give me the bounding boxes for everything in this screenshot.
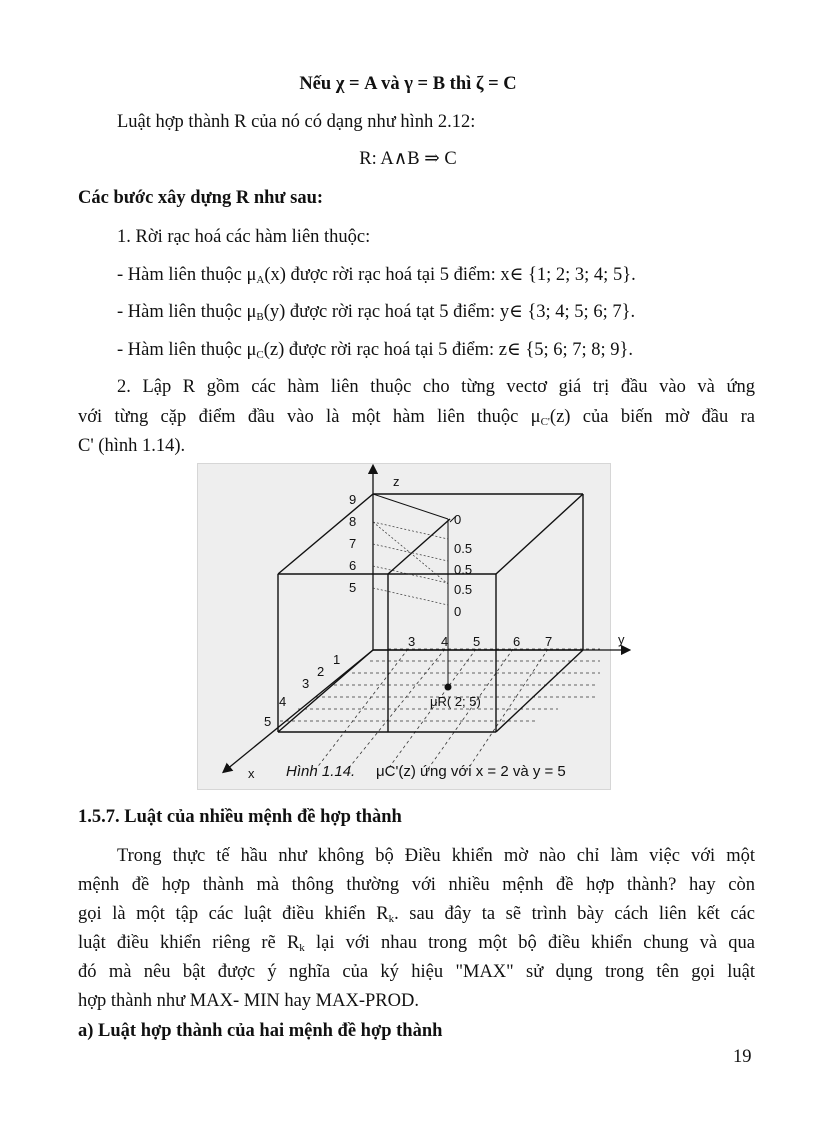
point-muR bbox=[445, 684, 452, 691]
discretize-item-c: - Hàm liên thuộc $\mu_C(z)$ được rời rạc hoá tại 5 điểm: z∈ {5; 6; 7; 8; 9}. bbox=[117, 340, 634, 361]
x-tick: 4 bbox=[279, 694, 287, 709]
floor-grid bbox=[280, 649, 600, 769]
paragraph-line-4: luật điều khiển riêng rẽ $R_k$ lại với nhau trong một bộ điều khiển chung và qua bbox=[78, 933, 755, 954]
paragraph-line-6: hợp thành như MAX- MIN hay MAX-PROD. bbox=[78, 991, 419, 1011]
z-tick: 7 bbox=[349, 536, 357, 551]
step-2-line-2: với từng cặp điểm đầu vào là một hàm liên thuộc $\mu_{C'}(z)$ của biến mờ đầu ra bbox=[78, 407, 755, 428]
rule-statement bbox=[0, 72, 816, 96]
point-label: μR( 2; 5) bbox=[430, 694, 481, 709]
mu-value: 0 bbox=[454, 604, 462, 619]
y-tick: 5 bbox=[473, 634, 481, 649]
axis-y-label: y bbox=[618, 632, 625, 647]
figure-1-14 bbox=[197, 463, 625, 790]
membership-projections bbox=[373, 522, 448, 605]
z-tick: 5 bbox=[349, 580, 357, 595]
mu-value: 0.5 bbox=[454, 562, 473, 577]
y-tick: 4 bbox=[441, 634, 449, 649]
x-tick: 1 bbox=[333, 652, 341, 667]
z-tick: 8 bbox=[349, 514, 357, 529]
page-number: 19 bbox=[733, 1047, 752, 1067]
z-tick: 9 bbox=[349, 492, 357, 507]
step-2-line-1: 2. Lập R gồm các hàm liên thuộc cho từng vectơ giá trị đầu vào và ứng bbox=[117, 377, 755, 397]
step-2-line-3: C' (hình 1.14). bbox=[78, 436, 186, 456]
paragraph-line-1: Trong thực tế hầu như không bộ Điều khiển mờ nào chỉ làm việc với một bbox=[117, 846, 755, 866]
x-tick: 5 bbox=[264, 714, 272, 729]
axis-x-label: x bbox=[248, 766, 255, 781]
section-heading: 1.5.7. Luật của nhiều mệnh đề hợp thành bbox=[78, 807, 402, 827]
intro-text: Luật hợp thành R của nó có dạng như hình 2.12: bbox=[117, 112, 476, 132]
rule-part-if: Nếu bbox=[299, 74, 336, 94]
subheading: a) Luật hợp thành của hai mệnh đề hợp thành bbox=[78, 1021, 443, 1041]
rule-part-zeta: ζ = C bbox=[475, 74, 517, 94]
y-tick: 7 bbox=[545, 634, 553, 649]
figure-caption-text: μC'(z) ứng với x = 2 và y = 5 bbox=[376, 763, 566, 780]
discretize-item-a: - Hàm liên thuộc $\mu_A(x)$ được rời rạc hoá tại 5 điểm: x∈ {1; 2; 3; 4; 5}. bbox=[117, 265, 636, 286]
cube-diagram bbox=[198, 464, 625, 789]
formula: R: A∧B ⇒ C bbox=[359, 149, 457, 169]
axis-z-label: z bbox=[393, 474, 400, 489]
mu-value: 0.5 bbox=[454, 541, 473, 556]
x-tick: 3 bbox=[302, 676, 310, 691]
step-1: 1. Rời rạc hoá các hàm liên thuộc: bbox=[117, 227, 371, 247]
steps-heading: Các bước xây dựng R như sau: bbox=[78, 188, 324, 208]
y-tick: 6 bbox=[513, 634, 521, 649]
rule-part-gamma: γ = B thì bbox=[404, 74, 476, 94]
paragraph-line-3: gọi là một tập các luật điều khiển $R_k$. sau đây ta sẽ trình bày cách liên kết các bbox=[78, 904, 755, 925]
x-tick: 2 bbox=[317, 664, 325, 679]
z-tick: 6 bbox=[349, 558, 357, 573]
discretize-item-b: - Hàm liên thuộc $\mu_B(y)$ được rời rạc hoá tạt 5 điểm: y∈ {3; 4; 5; 6; 7}. bbox=[117, 302, 636, 323]
mu-value: 0.5 bbox=[454, 582, 473, 597]
paragraph-line-5: đó mà nêu bật được ý nghĩa của ký hiệu "MAX" sử dụng trong tên gọi luật bbox=[78, 962, 755, 982]
figure-caption-title: Hình 1.14. bbox=[286, 763, 356, 780]
y-tick: 3 bbox=[408, 634, 416, 649]
mu-value: 0 bbox=[454, 512, 462, 527]
rule-part-chi: χ = A và bbox=[335, 74, 405, 94]
paragraph-line-2: mệnh đề hợp thành mà thông thường với nhiều mệnh đề hợp thành? hay còn bbox=[78, 875, 755, 895]
